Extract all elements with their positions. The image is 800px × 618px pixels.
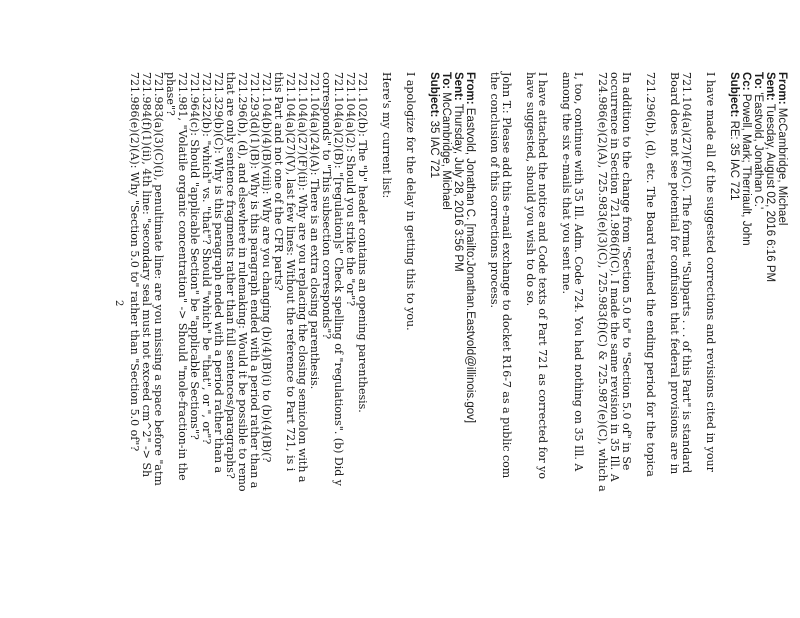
list-item: 721.293(d)(1)(B): Why is this paragraph ended with a period rather than a [248,72,261,489]
list-item: 721.104(a)(24)(A): There is an extra closing parenthesis. [308,72,321,390]
list-item: 721.104(a)(27)(F)(ii): Why are you replacing the closing semicolon with a [296,72,309,483]
list-item: 721.984(f)(1)(ii), 4th line: "secondary seal must not exceed cm^2" -> Sh [140,72,153,478]
email1-to-label: To: [752,72,764,90]
list-item: 721.986(e)(2)(A): Why "Section 5.0 to" rather than "Section 5.0 of"? [128,72,141,452]
list-item: 721.104(a)(2)(B): "[regulation]s" Check spelling of "regulations". (b) Did y [332,72,345,487]
list-item: 721.104(b)(4)(B)(viii): Why are you changing (b)(4)(B)(i) to (b)(4)(B)(? [260,72,273,463]
list-item: phase"? [164,72,177,116]
email2-to: McCambridge, Michael [440,92,452,210]
email2-subject-line [428,72,440,178]
email1-body-line: 721.296(b), (d), etc. The Board retained the ending period for the topica [644,72,657,477]
email1-from-line [776,72,788,225]
email2-to-line [440,72,452,210]
email1-from: McCambridge, Michael [776,107,788,226]
email1-body-line: among the six e-mails that you sent me. [560,72,573,294]
email1-body-line: I have attached the notice and Code texts of Part 721 as corrected for yo [536,72,549,479]
email2-body-line: Here's my current list: [380,72,393,199]
email2-sent: Thursday, July 28, 2016 3:56 PM [452,103,464,272]
email1-body-line: John T.: Please add this e-mail exchange to docket R16-7 as a public com [500,72,513,479]
email1-body-line: have suggested, should you wish to do so. [524,72,537,307]
email1-subject: RE: 35 IAC 721 [728,120,740,201]
email2-from-label: From: [464,72,476,105]
email1-body-line: I have made all of the suggested corrections and revisions cited in your [704,72,717,472]
email1-from-label: From: [776,72,788,105]
list-item: 721.322(b): "which" vs. "that"? Should "which" be "that", or ", or"? [200,72,213,445]
email1-cc-label: Cc: [740,72,752,91]
email1-sent-line [764,72,776,282]
email2-body-line: I apologize for the delay in getting this to you. [404,72,417,331]
email2-subject: 35 IAC 721 [428,120,440,179]
email1-sent-label: Sent: [764,72,776,101]
email2-subject-label: Subject: [428,72,440,118]
email2-from: Eastvold, Jonathan C. [mailto:Jonathan.Eastvold@illinois.gov] [464,107,476,424]
list-item: 721.964(c): Should "applicable Section" be "applicable Sections"? [188,72,201,440]
email2-sent-line [452,72,464,272]
list-item: 721.104(a)(27)(V), last few lines: Without the reference to Part 721, is i [284,72,297,472]
email1-cc: Powell, Mark; Therriault, John [740,93,752,246]
list-item: 721.104(a)(2): Should you strike the "or"? [344,72,357,307]
email1-to-line [752,72,764,209]
list-item: 721.983(a)(3)(C)(i), penultimate line: are you missing a space before "atm [152,72,165,486]
list-item: 721.329(b)(C): Why is this paragraph ended with a period rather than a [212,72,225,474]
list-item: this Part and not one of the CFR parts? [272,72,285,291]
email1-body-line: I, too, continue with 35 Ill. Adm. Code 724. You had nothing on 35 Ill. A [572,72,585,472]
email1-subject-line [728,72,740,200]
list-item: that are only sentence fragments rather than full sentences/paragraphs? [224,72,237,479]
email1-body-line: In addition to the change from "Section 5.0 to" to "Section 5.0 of" in Se [620,72,633,471]
email1-body-line: 721.104(a)(27)(F)(C). The format "Subparts . . . of this Part" is standard [680,72,693,474]
email1-body-line: occurrence in Section 721.986(f)(C). I made the same revision in 35 Ill. A [608,72,621,482]
email1-to: 'Eastvold, Jonathan C.' [752,92,764,210]
email2-to-label: To: [440,72,452,90]
email1-body-line: 724.986(e)(2)(A), 725.983(e)(3)(C), 725.983(f)(C) & 725.987(e)(C), which a [596,72,609,492]
email1-cc-line [740,72,752,246]
list-item: corresponds" to "This subsection corresponds"? [320,72,333,340]
email2-sent-label: Sent: [452,72,464,101]
email2-from-line [464,72,476,423]
email1-subject-label: Subject: [728,72,740,118]
email1-body-line: Board does not see potential for confusion that federal provisions are in [668,72,681,475]
email1-body-line: the conclusion of this corrections process. [488,72,501,309]
list-item: 721.296(b), (d), and elsewhere in rulemaking: Would it be possible to remo [236,72,249,492]
page-number: 2 [113,300,124,307]
list-item: 721.981, "Volatile organic concentration" -> Should "mole-fraction-in the [176,72,189,481]
email1-sent: Tuesday, August 02, 2016 6:16 PM [764,103,776,283]
list-item: 721.102(b): The "b" header contains an opening parenthesis. [356,72,369,413]
